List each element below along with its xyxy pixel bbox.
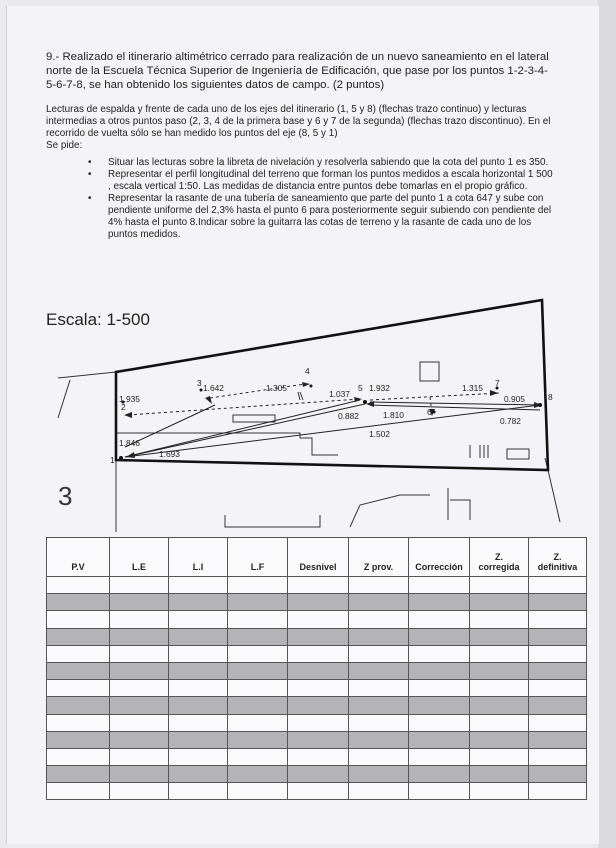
building-tick [298, 392, 303, 400]
arrowhead-icon [205, 396, 212, 404]
table-cell[interactable] [529, 577, 587, 594]
point-label-1: 1 [110, 455, 115, 465]
table-cell[interactable] [110, 662, 169, 679]
table-cell[interactable] [169, 577, 228, 594]
table-cell[interactable] [110, 577, 169, 594]
table-cell[interactable] [349, 594, 409, 611]
building-square [420, 362, 439, 381]
arrowhead-icon [126, 452, 135, 458]
table-cell[interactable] [169, 645, 228, 662]
table-cell[interactable] [349, 766, 409, 783]
table-cell[interactable] [470, 680, 529, 697]
table-cell[interactable] [409, 662, 470, 679]
table-cell[interactable] [47, 594, 110, 611]
table-cell[interactable] [228, 697, 288, 714]
arrow-1-8 [125, 405, 540, 457]
table-row [47, 731, 587, 748]
table-cell[interactable] [47, 680, 110, 697]
table-cell[interactable] [349, 611, 409, 628]
table-cell[interactable] [529, 748, 587, 765]
task-text: Representar la rasante de una tubería de saneamiento que parte del punto 1 a cota 647 y sube con pendiente uniforme del 2,3% hasta el punto 6 para posteriormente seguir subiendo con pendiente del 4% hasta el punto 8.Indicar sobre la guitarra las cotas de terreno y la rasante de cada uno de los puntos medidos. [108, 193, 552, 240]
table-cell[interactable] [169, 731, 228, 748]
col-header-correccion: Corrección [409, 538, 470, 577]
table-cell[interactable] [470, 594, 529, 611]
table-row [47, 611, 587, 628]
table-cell[interactable] [409, 766, 470, 783]
table-cell[interactable] [470, 577, 529, 594]
table-row [47, 714, 587, 731]
table-cell[interactable] [110, 594, 169, 611]
reading-label: 1.693 [159, 449, 180, 459]
reading-label: 1.846 [119, 438, 140, 448]
point-marker [119, 456, 123, 460]
col-header-zprov: Z prov. [349, 538, 409, 577]
table-cell[interactable] [228, 731, 288, 748]
table-cell[interactable] [110, 783, 169, 800]
col-header-zcorregida: Z. corregida [470, 538, 529, 577]
table-cell[interactable] [470, 697, 529, 714]
table-cell[interactable] [47, 697, 110, 714]
reading-label: 1.502 [369, 429, 390, 439]
leveling-table [46, 537, 587, 800]
scale-label: Escala: 1-500 [46, 310, 150, 329]
table-cell[interactable] [47, 783, 110, 800]
street-line [58, 380, 70, 418]
table-cell[interactable] [228, 611, 288, 628]
table-cell[interactable] [169, 628, 228, 645]
point-label-7: 7 [495, 378, 500, 388]
table-cell[interactable] [470, 645, 529, 662]
reading-label: 1.315 [462, 383, 483, 393]
table-cell[interactable] [529, 680, 587, 697]
table-cell[interactable] [288, 611, 349, 628]
table-body [47, 577, 587, 800]
table-row [47, 645, 587, 662]
table-cell[interactable] [228, 594, 288, 611]
table-cell[interactable] [349, 697, 409, 714]
table-cell[interactable] [47, 628, 110, 645]
table-cell[interactable] [228, 714, 288, 731]
col-header-le: L.E [110, 538, 169, 577]
table-cell[interactable] [47, 662, 110, 679]
table-cell[interactable] [529, 662, 587, 679]
table-cell[interactable] [349, 680, 409, 697]
table-cell[interactable] [409, 680, 470, 697]
table-cell[interactable] [110, 611, 169, 628]
table-cell[interactable] [409, 697, 470, 714]
table-cell[interactable] [470, 611, 529, 628]
table-cell[interactable] [529, 645, 587, 662]
table-cell[interactable] [288, 662, 349, 679]
reading-label: 1.932 [369, 383, 390, 393]
table-cell[interactable] [529, 628, 587, 645]
table-cell[interactable] [470, 766, 529, 783]
table-header-row [47, 538, 587, 577]
table-cell[interactable] [409, 594, 470, 611]
bullet-icon: • [88, 157, 92, 168]
table-cell[interactable] [47, 577, 110, 594]
table-cell[interactable] [288, 766, 349, 783]
table-cell[interactable] [529, 714, 587, 731]
reading-label: 1.305 [266, 383, 287, 393]
point-label-6: 6 [427, 407, 432, 417]
table-cell[interactable] [47, 714, 110, 731]
point-label-3: 3 [197, 378, 202, 388]
table-cell[interactable] [169, 594, 228, 611]
point-marker [538, 403, 542, 407]
asks-label: Se pide: [46, 140, 83, 151]
table-cell[interactable] [470, 748, 529, 765]
table-row [47, 594, 587, 611]
table-row [47, 680, 587, 697]
table-cell[interactable] [228, 577, 288, 594]
table-cell[interactable] [169, 697, 228, 714]
table-cell[interactable] [169, 611, 228, 628]
table-cell[interactable] [349, 645, 409, 662]
table-cell[interactable] [529, 594, 587, 611]
table-cell[interactable] [110, 714, 169, 731]
table-cell[interactable] [228, 783, 288, 800]
table-cell[interactable] [288, 577, 349, 594]
table-cell[interactable] [529, 783, 587, 800]
table-cell[interactable] [529, 611, 587, 628]
arrowhead-icon [354, 397, 362, 402]
arrow-5-7 [370, 393, 500, 400]
point-label-2: 2 [121, 402, 126, 412]
table-cell[interactable] [288, 680, 349, 697]
bullet-icon: • [88, 169, 92, 181]
table-cell[interactable] [47, 766, 110, 783]
table-cell[interactable] [110, 680, 169, 697]
table-row [47, 577, 587, 594]
reading-label: 1.037 [329, 389, 350, 399]
table-cell[interactable] [349, 714, 409, 731]
table-cell[interactable] [228, 766, 288, 783]
table-cell[interactable] [288, 697, 349, 714]
table-cell[interactable] [228, 628, 288, 645]
table-cell[interactable] [228, 680, 288, 697]
reading-label: 0.782 [500, 416, 521, 426]
table-cell[interactable] [47, 645, 110, 662]
table-cell[interactable] [47, 748, 110, 765]
table-cell[interactable] [47, 731, 110, 748]
table-cell[interactable] [409, 731, 470, 748]
table-cell[interactable] [409, 577, 470, 594]
table-cell[interactable] [529, 766, 587, 783]
table-cell[interactable] [470, 714, 529, 731]
col-header-pv: P.V [47, 538, 110, 577]
reading-label: 1.642 [203, 383, 224, 393]
table-cell[interactable] [409, 645, 470, 662]
arrowhead-icon [124, 412, 132, 418]
table-cell[interactable] [288, 748, 349, 765]
table-cell[interactable] [470, 628, 529, 645]
table-row [47, 628, 587, 645]
bullet-icon: • [88, 193, 92, 205]
table-cell[interactable] [169, 783, 228, 800]
table-cell[interactable] [228, 645, 288, 662]
col-header-zdefinitiva: Z. definitiva [529, 538, 587, 577]
intro-text: Lecturas de espalda y frente de cada uno de los ejes del itinerario (1, 5 y 8) (flechas trazo continuo) y lecturas intermedias a otros puntos paso (2, 3, 4 de la primera base y 6 y 7 de la segunda) (flechas trazo discontinuo). En el recorrido de vuelta sólo se han medido los puntos del eje (8, 5 y 1) [46, 104, 551, 139]
table-cell[interactable] [288, 645, 349, 662]
table-row [47, 783, 587, 800]
table-cell[interactable] [110, 645, 169, 662]
table-cell[interactable] [288, 714, 349, 731]
building-outline [225, 515, 320, 527]
curve-outline [350, 495, 430, 527]
arrowhead-icon [490, 390, 498, 396]
table-row [47, 766, 587, 783]
table-row [47, 748, 587, 765]
table-cell[interactable] [169, 662, 228, 679]
reading-label: 0.905 [504, 394, 525, 404]
table-cell[interactable] [349, 783, 409, 800]
arrowhead-icon [302, 382, 310, 387]
table-cell[interactable] [169, 766, 228, 783]
fence-lines [470, 445, 488, 458]
table-cell[interactable] [349, 577, 409, 594]
reading-label: 0.882 [338, 411, 359, 421]
col-header-lf: L.F [228, 538, 288, 577]
point-label-8: 8 [548, 392, 553, 402]
building-outline [448, 488, 470, 520]
table-cell[interactable] [110, 748, 169, 765]
solid-arrows [125, 400, 540, 457]
point-marker [363, 400, 367, 404]
table-cell[interactable] [110, 697, 169, 714]
table-cell[interactable] [470, 662, 529, 679]
building-block [507, 449, 529, 459]
table-cell[interactable] [228, 748, 288, 765]
margin-glyph: 3 [58, 481, 73, 511]
col-header-li: L.I [169, 538, 228, 577]
table-cell[interactable] [228, 662, 288, 679]
table-cell[interactable] [349, 731, 409, 748]
table-cell[interactable] [110, 731, 169, 748]
col-header-desnivel: Desnivel [288, 538, 349, 577]
task-text: Representar el perfil longitudinal del terreno que forman los puntos medidos a escala horizontal 1 500 , escala vertical 1:50. Las medidas de distancia entre puntos debe tomarlas en el propio gráfico. [108, 169, 553, 193]
arrow-5-3 [210, 384, 305, 398]
table-cell[interactable] [409, 748, 470, 765]
table-cell[interactable] [529, 697, 587, 714]
point-marker [310, 385, 313, 388]
table-cell[interactable] [288, 731, 349, 748]
table-cell[interactable] [110, 766, 169, 783]
table-cell[interactable] [409, 714, 470, 731]
table-cell[interactable] [409, 783, 470, 800]
table-cell[interactable] [288, 594, 349, 611]
table-cell[interactable] [169, 714, 228, 731]
table-cell[interactable] [349, 748, 409, 765]
point-label-4: 4 [305, 366, 310, 376]
problem-heading: 9.- Realizado el itinerario altimétrico cerrado para realización de un nuevo saneamiento en el lateral norte de la Escuela Técnica Superior de Ingeniería de Edificación, que pase por los puntos 1-2-3-4-5-6-7-8, se han obtenido los siguientes datos de campo. (2 puntos) [46, 51, 549, 92]
table-cell[interactable] [47, 611, 110, 628]
table-cell[interactable] [470, 731, 529, 748]
point-label-5: 5 [358, 383, 363, 393]
table-cell[interactable] [470, 783, 529, 800]
task-text: Situar las lecturas sobre la libreta de nivelación y resolverla sabiendo que la cota del punto 1 es 350. [108, 157, 549, 168]
table-cell[interactable] [349, 628, 409, 645]
dashed-arrows [128, 384, 500, 415]
building-block [233, 415, 275, 422]
table-row [47, 662, 587, 679]
reading-label: 1.935 [119, 394, 140, 404]
table-cell[interactable] [529, 731, 587, 748]
table-cell[interactable] [349, 662, 409, 679]
point-marker [433, 411, 436, 414]
table-cell[interactable] [288, 783, 349, 800]
street-line [58, 372, 116, 378]
table-cell[interactable] [288, 628, 349, 645]
table-cell[interactable] [409, 628, 470, 645]
table-cell[interactable] [110, 628, 169, 645]
table-cell[interactable] [409, 611, 470, 628]
reading-label: 1.810 [383, 410, 404, 420]
arrowhead-icon [366, 401, 374, 407]
table-cell[interactable] [169, 748, 228, 765]
table-cell[interactable] [169, 680, 228, 697]
table-row [47, 697, 587, 714]
